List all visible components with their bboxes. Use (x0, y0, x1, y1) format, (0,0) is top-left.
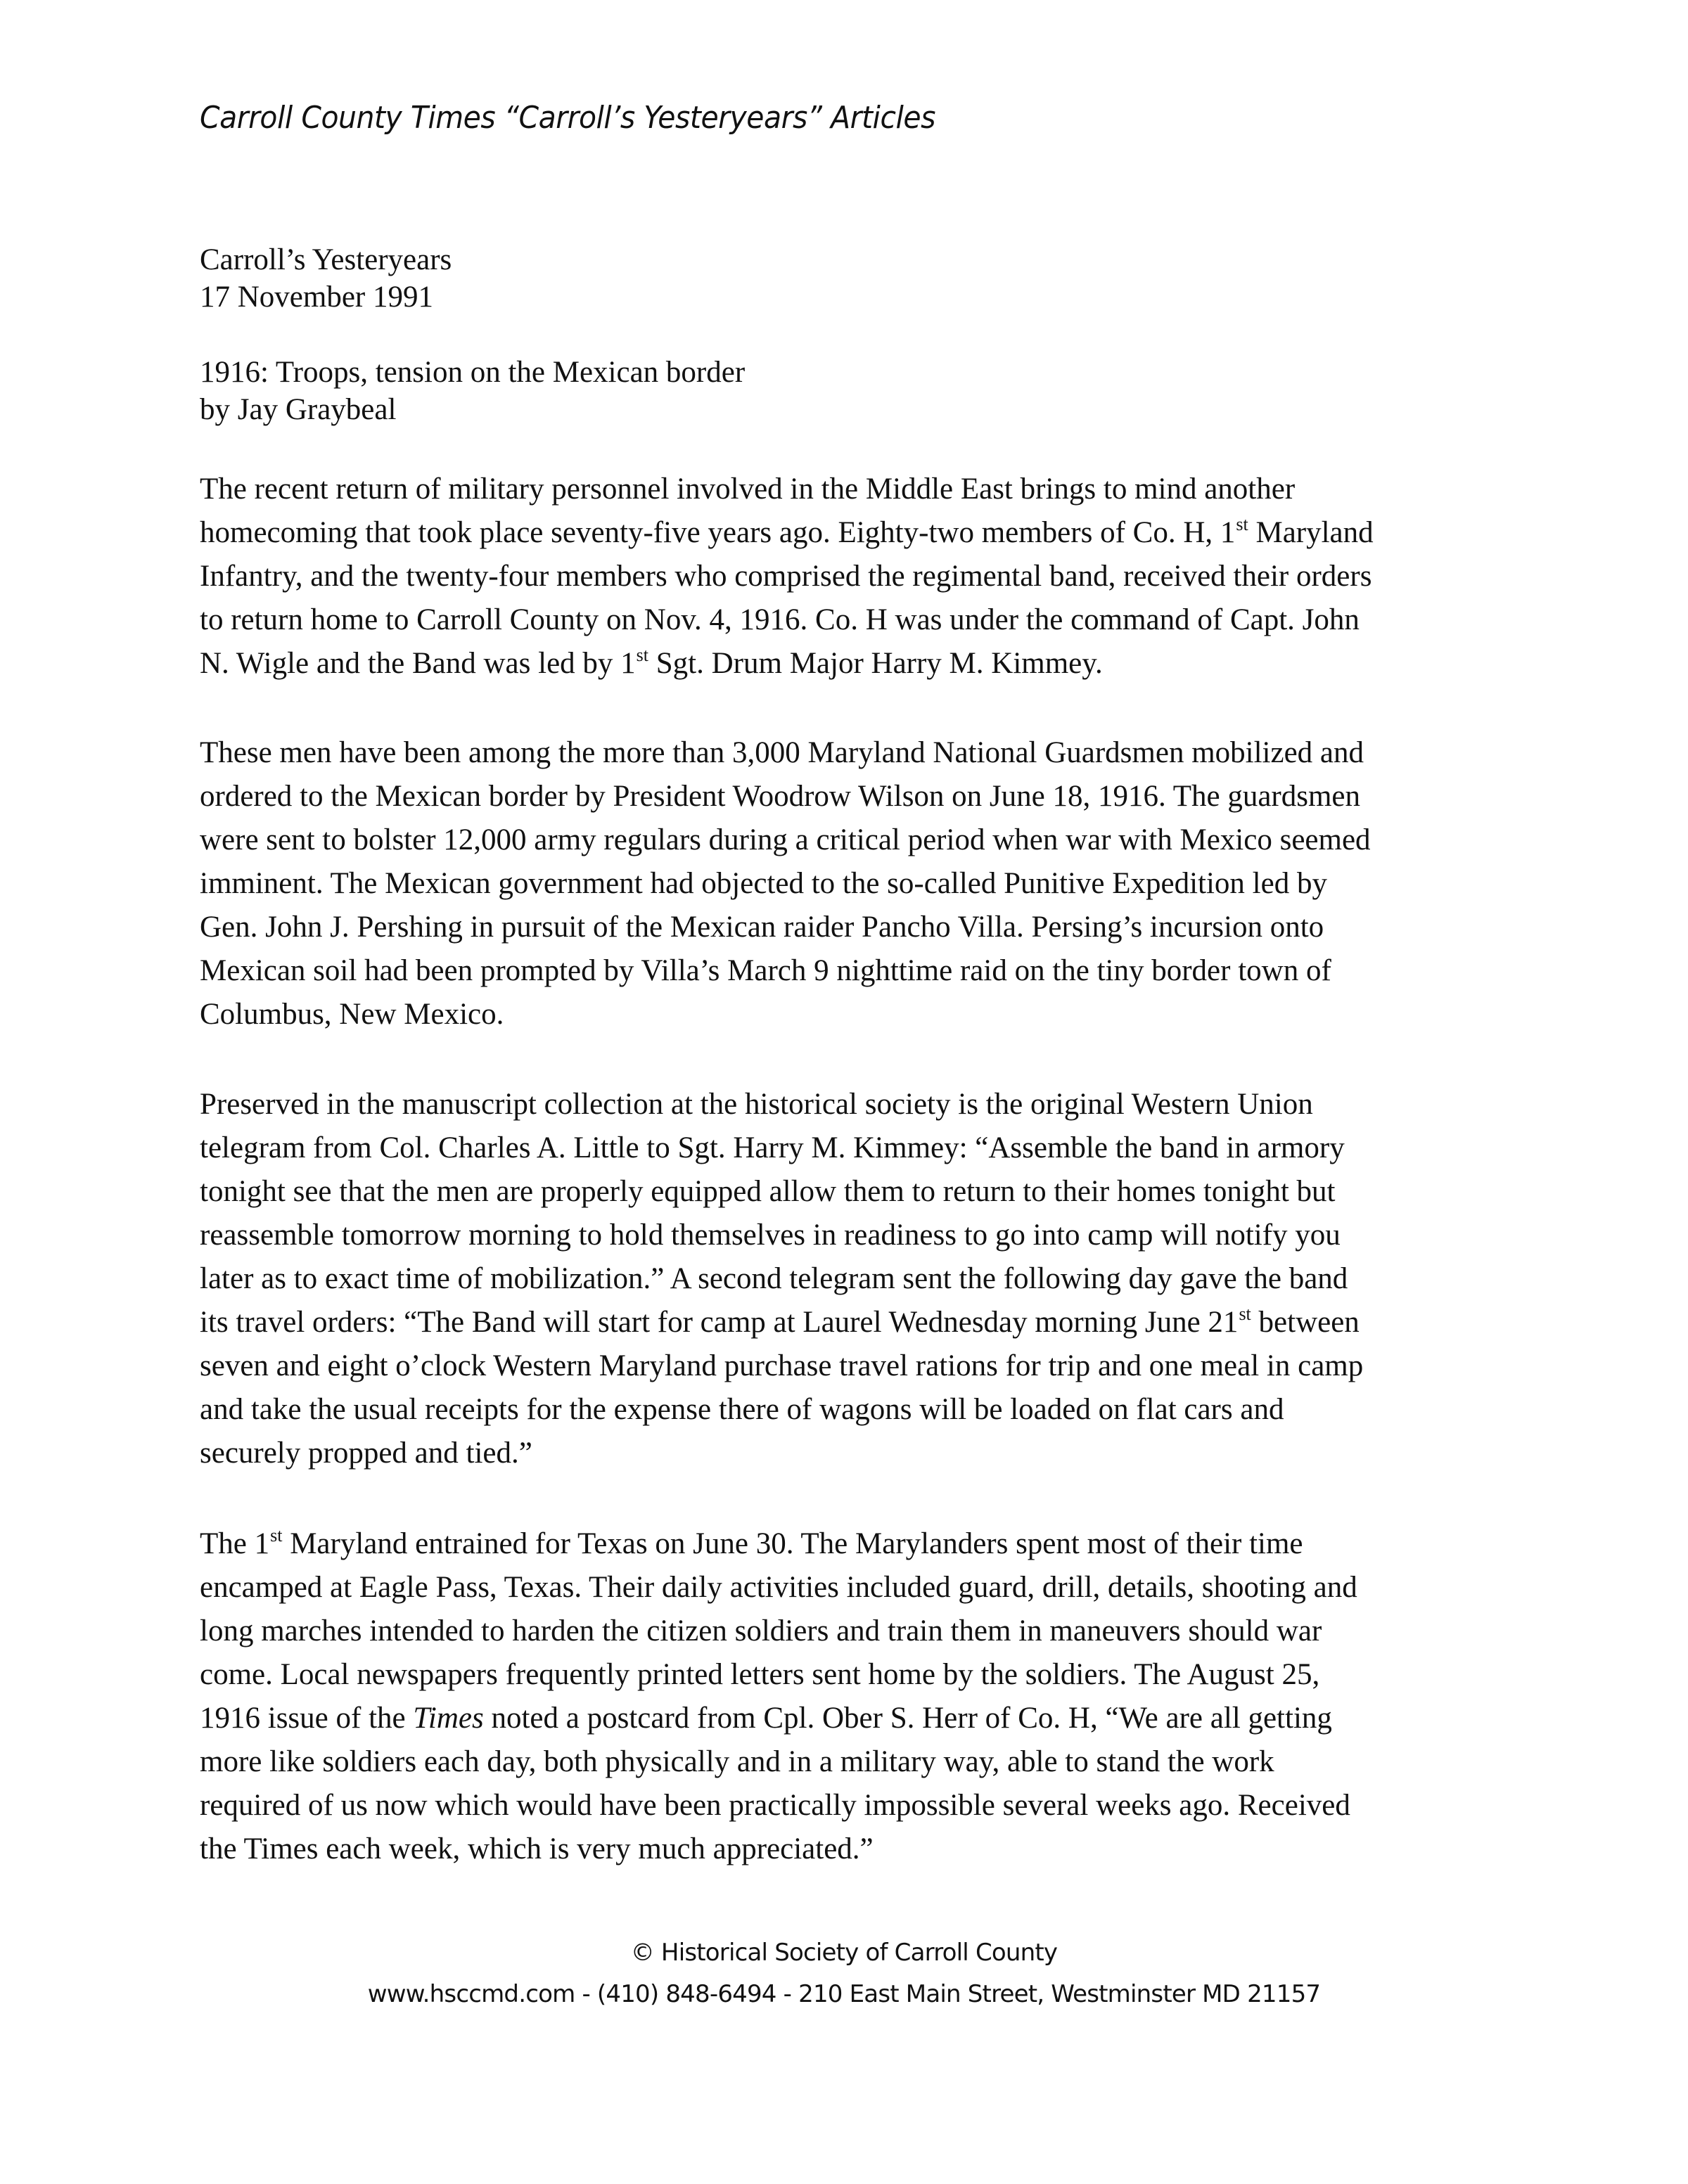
paragraph-line: seven and eight o’clock Western Maryland purchase travel rations for trip and one meal in camp (200, 1349, 1364, 1382)
paragraph-line: encamped at Eagle Pass, Texas. Their daily activities included guard, drill, details, shooting and (200, 1571, 1357, 1604)
paragraph-line: reassemble tomorrow morning to hold themselves in readiness to go into camp will notify you (200, 1219, 1341, 1252)
article-paragraph-4 (200, 1522, 1357, 1871)
paragraph-line: long marches intended to harden the citizen soldiers and train them in maneuvers should war (200, 1614, 1322, 1647)
paragraph-line: N. Wigle and the Band was led by 1st Sgt. Drum Major Harry M. Kimmey. (200, 645, 1103, 680)
paragraph-line: tonight see that the men are properly equipped allow them to return to their homes tonight but (200, 1175, 1336, 1208)
ordinal-suffix: st (636, 645, 649, 665)
column-name: Carroll’s Yesteryears (200, 243, 452, 276)
paragraph-line: imminent. The Mexican government had objected to the so-called Punitive Expedition led by (200, 867, 1327, 900)
ordinal-suffix: st (1239, 1304, 1251, 1324)
ordinal-suffix: st (1236, 514, 1248, 534)
article-byline: by Jay Graybeal (200, 393, 397, 426)
paragraph-line: more like soldiers each day, both physically and in a military way, able to stand the work (200, 1745, 1274, 1778)
article-date: 17 November 1991 (200, 281, 433, 314)
page-header-title: Carroll County Times “Carroll’s Yesteryears” Articles (200, 100, 935, 136)
paragraph-line: homecoming that took place seventy-five years ago. Eighty-two members of Co. H, 1st Maryland (200, 514, 1374, 549)
paragraph-line: Gen. John J. Pershing in pursuit of the Mexican raider Pancho Villa. Persing’s incursion onto (200, 911, 1324, 944)
paragraph-line: Preserved in the manuscript collection at the historical society is the original Western Union (200, 1088, 1313, 1121)
paragraph-line: The recent return of military personnel involved in the Middle East brings to mind another (200, 473, 1296, 506)
paragraph-line: the Times each week, which is very much appreciated.” (200, 1832, 874, 1865)
paragraph-line: Mexican soil had been prompted by Villa’s March 9 nighttime raid on the tiny border town of (200, 954, 1331, 987)
paragraph-line: These men have been among the more than 3,000 Maryland National Guardsmen mobilized and (200, 736, 1364, 769)
footer-contact: www.hsccmd.com - (410) 848-6494 - 210 East Main Street, Westminster MD 21157 (367, 1980, 1321, 2008)
paragraph-line: and take the usual receipts for the expense there of wagons will be loaded on flat cars and (200, 1393, 1284, 1426)
article-title: 1916: Troops, tension on the Mexican border (200, 356, 746, 389)
paragraph-line: to return home to Carroll County on Nov. 4, 1916. Co. H was under the command of Capt. John (200, 603, 1360, 636)
ordinal-suffix: st (270, 1525, 283, 1546)
newspaper-name-italic: Times (413, 1702, 484, 1735)
paragraph-line: required of us now which would have been practically impossible several weeks ago. Received (200, 1789, 1350, 1822)
paragraph-line: 1916 issue of the Times noted a postcard from Cpl. Ober S. Herr of Co. H, “We are all getting (200, 1702, 1332, 1735)
paragraph-line: were sent to bolster 12,000 army regulars during a critical period when war with Mexico seemed (200, 823, 1371, 856)
article-paragraph-2 (200, 731, 1371, 1036)
paragraph-line: come. Local newspapers frequently printed letters sent home by the soldiers. The August 25, (200, 1658, 1320, 1691)
paragraph-line: The 1st Maryland entrained for Texas on June 30. The Marylanders spent most of their time (200, 1525, 1303, 1560)
paragraph-line: later as to exact time of mobilization.” A second telegram sent the following day gave the band (200, 1262, 1348, 1295)
article-paragraph-1 (200, 468, 1374, 686)
paragraph-line: Columbus, New Mexico. (200, 998, 504, 1031)
paragraph-line: telegram from Col. Charles A. Little to Sgt. Harry M. Kimmey: “Assemble the band in armory (200, 1131, 1345, 1164)
footer-copyright: © Historical Society of Carroll County (630, 1939, 1058, 1967)
article-paragraph-3 (200, 1083, 1363, 1475)
paragraph-line: Infantry, and the twenty-four members who comprised the regimental band, received their orders (200, 560, 1372, 593)
paragraph-line: securely propped and tied.” (200, 1437, 532, 1470)
paragraph-line: ordered to the Mexican border by President Woodrow Wilson on June 18, 1916. The guardsmen (200, 780, 1360, 813)
paragraph-line: its travel orders: “The Band will start for camp at Laurel Wednesday morning June 21st between (200, 1304, 1360, 1339)
